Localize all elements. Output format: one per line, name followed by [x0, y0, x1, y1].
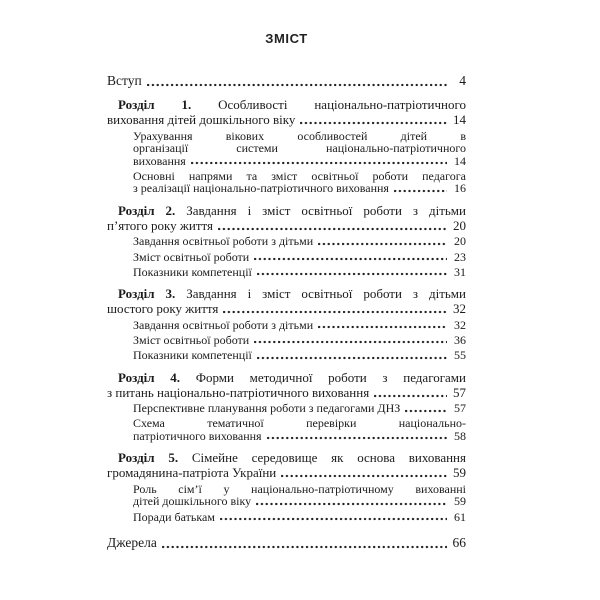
toc-text: шостого року життя: [107, 301, 219, 317]
toc-list: [107, 72, 466, 551]
page-number: 23: [454, 249, 466, 264]
toc-entry: [133, 402, 466, 415]
toc-entry: [133, 349, 466, 362]
toc-entry: [107, 97, 466, 127]
toc-line: [133, 182, 466, 195]
toc-text: Схема тематичної перевірки національно-: [133, 416, 466, 431]
toc-entry: [133, 130, 466, 168]
dot-leader: [223, 310, 447, 314]
chapter-label: Розділ 4.: [118, 369, 181, 385]
toc-text: Основні напрями та зміст освітньої роботи педагога: [133, 168, 466, 183]
toc-entry: [133, 483, 466, 508]
toc-line: [107, 450, 466, 465]
dot-leader: [394, 189, 447, 193]
toc-entry: [133, 334, 466, 347]
toc-text: з реалізації національно-патріотичного виховання: [133, 181, 389, 196]
toc-line: [133, 142, 466, 155]
dot-leader: [257, 272, 447, 276]
toc-entry: [107, 286, 466, 316]
toc-entry: [107, 72, 466, 89]
page-number: 32: [453, 301, 466, 317]
chapter-label: Розділ 3.: [118, 286, 176, 302]
toc-line: [133, 430, 466, 443]
toc-entry: [133, 417, 466, 442]
toc-entry: [107, 203, 466, 233]
toc-text: Показники компетенції: [133, 264, 252, 279]
page-title: ЗМІСТ: [265, 31, 308, 46]
toc-text: Завдання освітньої роботи з дітьми: [133, 317, 314, 332]
dot-leader: [300, 121, 447, 125]
page-number: 57: [453, 384, 466, 400]
toc-text: Урахування вікових особливостей дітей в: [133, 128, 466, 143]
dot-leader: [191, 161, 447, 165]
page-number: 58: [454, 428, 466, 443]
toc-line: [107, 465, 466, 480]
dot-leader: [318, 242, 447, 246]
toc-line: [133, 334, 466, 347]
toc-text: Зміст освітньої роботи: [133, 332, 250, 347]
dot-leader: [254, 340, 447, 344]
toc-line: [107, 72, 466, 89]
toc-text: з питань національно-патріотичного виховання: [107, 384, 370, 400]
toc-text: Поради батькам: [133, 509, 215, 524]
dot-leader: [267, 436, 447, 440]
toc-line: [107, 301, 466, 316]
page-number: 4: [459, 73, 466, 88]
dot-leader: [254, 257, 447, 261]
page-number: 14: [454, 153, 466, 168]
toc-text: виховання: [133, 153, 186, 168]
chapter-label: Розділ 1.: [118, 97, 192, 112]
page-number: 31: [454, 264, 466, 279]
dot-leader: [374, 394, 447, 398]
toc-line: [107, 385, 466, 400]
toc-line: [133, 495, 466, 508]
toc-line: [133, 511, 466, 524]
dot-leader: [220, 517, 447, 521]
toc-line: [133, 251, 466, 264]
page-number: 57: [454, 401, 466, 416]
page-number: 14: [453, 112, 466, 127]
toc-line: [107, 370, 466, 385]
toc-text: Розділ 3. Завдання і зміст освітньої роботи з дітьми: [118, 286, 466, 302]
toc-entry: [133, 511, 466, 524]
toc-text: Зміст освітньої роботи: [133, 249, 250, 264]
dot-leader: [281, 474, 447, 478]
toc-text: п’ятого року життя: [107, 217, 214, 233]
toc-line: [107, 534, 466, 551]
dot-leader: [147, 83, 447, 87]
page-number: 61: [454, 509, 466, 524]
toc-line: [133, 319, 466, 332]
toc-text: патріотичного виховання: [133, 428, 262, 443]
page-number: 20: [454, 234, 466, 249]
toc-entry: [107, 370, 466, 400]
chapter-label: Розділ 2.: [118, 202, 176, 218]
toc-text: Розділ 2. Завдання і зміст освітньої роботи з дітьми: [118, 202, 466, 218]
toc-text: Джерела: [107, 535, 157, 551]
toc-entry: [133, 170, 466, 195]
page-number: 59: [454, 494, 466, 509]
toc-text: виховання дітей дошкільного віку: [107, 112, 296, 127]
toc-text: Розділ 5. Сімейне середовище як основа виховання: [118, 450, 466, 466]
page-number: 66: [452, 535, 466, 551]
toc-text: Перспективне планування роботи з педагогами ДНЗ: [133, 401, 401, 416]
toc-text: Завдання освітньої роботи з дітьми: [133, 234, 314, 249]
page-number: 36: [454, 332, 466, 347]
dot-leader: [257, 356, 447, 360]
page-number: 55: [454, 347, 466, 362]
toc-entry: [107, 450, 466, 480]
toc-line: [133, 417, 466, 430]
page-number: 20: [453, 217, 466, 233]
dot-leader: [256, 502, 447, 506]
toc-line: [107, 218, 466, 233]
toc-entry: [133, 251, 466, 264]
toc-entry: [133, 235, 466, 248]
toc-text: Вступ: [107, 73, 142, 88]
toc-line: [107, 203, 466, 218]
toc-text: Показники компетенції: [133, 347, 252, 362]
toc-entry: [107, 534, 466, 551]
dot-leader: [405, 409, 447, 413]
toc-text: Розділ 1. Особливості національно-патріотичного: [118, 97, 466, 112]
toc-text: Роль сім’ї у національно-патріотичному вихованні: [133, 481, 466, 496]
toc-entry: [133, 266, 466, 279]
page-number: 32: [454, 317, 466, 332]
toc-text: Розділ 4. Форми методичної роботи з педагогами: [118, 369, 466, 385]
dot-leader: [218, 227, 447, 231]
toc-line: [133, 349, 466, 362]
toc-line: [107, 286, 466, 301]
toc-line: [133, 235, 466, 248]
toc-text: організації системи національно-патріотичного: [133, 141, 466, 156]
toc-line: [133, 266, 466, 279]
page-number: 59: [453, 465, 466, 481]
toc-text: громадянина-патріота України: [107, 465, 277, 481]
toc-line: [107, 97, 466, 112]
toc-line: [133, 402, 466, 415]
dot-leader: [318, 325, 447, 329]
page-number: 16: [454, 181, 466, 196]
toc-text: дітей дошкільного віку: [133, 494, 252, 509]
toc-line: [107, 112, 466, 127]
toc-entry: [133, 319, 466, 332]
toc-line: [133, 155, 466, 168]
dot-leader: [162, 545, 447, 549]
chapter-label: Розділ 5.: [118, 450, 179, 466]
